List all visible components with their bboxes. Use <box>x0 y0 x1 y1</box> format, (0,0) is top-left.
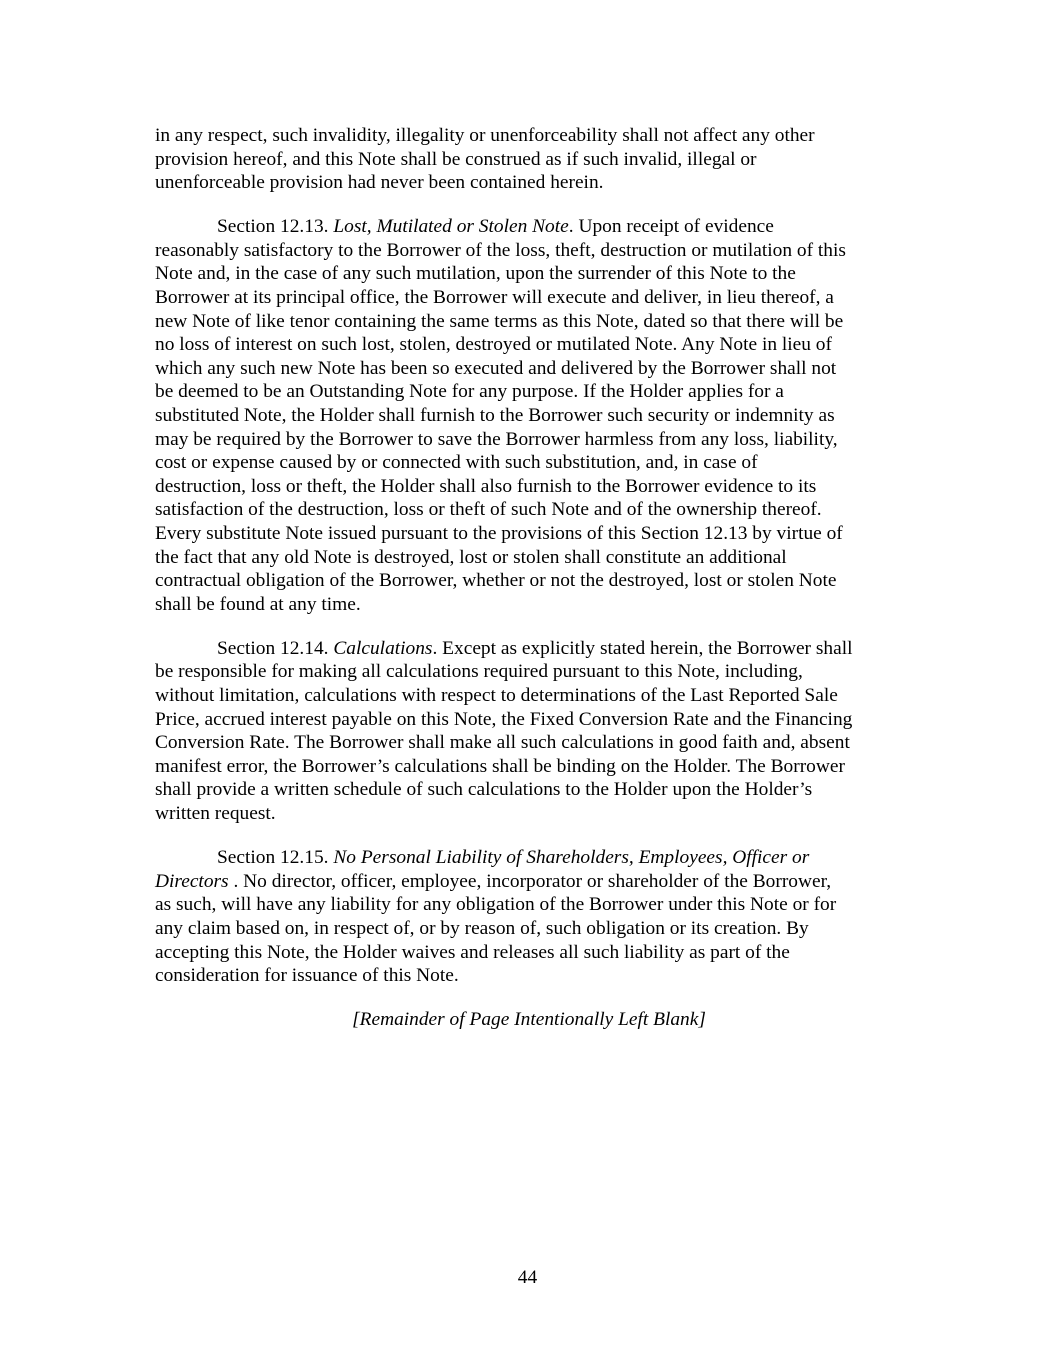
paragraph-line: new Note of like tenor containing the same terms as this Note, dated so that there will be <box>155 310 844 332</box>
paragraph-line: substituted Note, the Holder shall furnish to the Borrower such security or indemnity as <box>155 405 835 427</box>
paragraph-line: provision hereof, and this Note shall be construed as if such invalid, illegal or <box>155 148 757 170</box>
section-12-14 <box>155 637 903 826</box>
section-number: Section 12.13. <box>217 216 329 238</box>
paragraph-line: consideration for issuance of this Note. <box>155 965 459 987</box>
paragraph-line: cost or expense caused by or connected with such substitution, and, in case of <box>155 452 758 474</box>
paragraph-line: which any such new Note has been so executed and delivered by the Borrower shall not <box>155 357 837 379</box>
paragraph-line: Note and, in the case of any such mutilation, upon the surrender of this Note to the <box>155 263 796 285</box>
paragraph-line: be responsible for making all calculations required pursuant to this Note, including, <box>155 661 803 683</box>
section-number: Section 12.15. <box>217 847 329 869</box>
section-12-15 <box>155 846 903 988</box>
section-title: No Personal Liability of Shareholders, Employees, Officer or <box>333 847 810 869</box>
paragraph-line: any claim based on, in respect of, or by reason of, such obligation or its creation. By <box>155 917 809 939</box>
section-heading-line <box>155 846 903 870</box>
paragraph-line: . Except as explicitly stated herein, the Borrower shall <box>432 637 853 659</box>
document-page <box>155 124 903 1052</box>
paragraph-line: in any respect, such invalidity, illegality or unenforceability shall not affect any other <box>155 125 815 146</box>
section-heading-line <box>155 637 903 661</box>
paragraph-line: . No director, officer, employee, incorporator or shareholder of the Borrower, <box>228 870 832 892</box>
paragraph-line: . Upon receipt of evidence <box>568 216 774 238</box>
section-title: Lost, Mutilated or Stolen Note <box>333 216 569 238</box>
section-heading-line <box>155 215 903 239</box>
paragraph-line: shall provide a written schedule of such calculations to the Holder upon the Holder’s <box>155 779 813 801</box>
section-12-13 <box>155 215 903 616</box>
paragraph-line: Every substitute Note issued pursuant to the provisions of this Section 12.13 by virtue of <box>155 523 843 544</box>
section-heading-line <box>155 870 903 894</box>
paragraph-line: Price, accrued interest payable on this Note, the Fixed Conversion Rate and the Financing <box>155 708 853 730</box>
closing-note: [Remainder of Page Intentionally Left Blank] <box>352 1009 706 1031</box>
paragraph-line: manifest error, the Borrower’s calculations shall be binding on the Holder. The Borrower <box>155 755 845 777</box>
paragraph-line: satisfaction of the destruction, loss or theft of such Note and of the ownership thereof. <box>155 499 822 521</box>
section-number: Section 12.14. <box>217 637 329 659</box>
paragraph-line: the fact that any old Note is destroyed, lost or stolen shall constitute an additional <box>155 546 787 568</box>
paragraph-line: unenforceable provision had never been contained herein. <box>155 172 604 194</box>
paragraph-continuation <box>155 124 903 195</box>
paragraph-line: written request. <box>155 803 276 825</box>
paragraph-line: no loss of interest on such lost, stolen, destroyed or mutilated Note. Any Note in lieu of <box>155 334 832 356</box>
page-number: 44 <box>517 1267 538 1288</box>
paragraph-line: without limitation, calculations with respect to determinations of the Last Reported Sale <box>155 685 838 707</box>
paragraph-line: shall be found at any time. <box>155 593 361 615</box>
section-title: Calculations <box>333 637 433 659</box>
section-title: Directors <box>155 870 229 892</box>
paragraph-line: accepting this Note, the Holder waives and releases all such liability as part of the <box>155 941 790 963</box>
paragraph-line: Borrower at its principal office, the Borrower will execute and deliver, in lieu thereof, a <box>155 287 834 309</box>
paragraph-line: contractual obligation of the Borrower, whether or not the destroyed, lost or stolen Note <box>155 570 837 592</box>
paragraph-line: may be required by the Borrower to save the Borrower harmless from any loss, liability, <box>155 428 838 450</box>
paragraph-line: reasonably satisfactory to the Borrower of the loss, theft, destruction or mutilation of this <box>155 239 846 261</box>
paragraph-line: Conversion Rate. The Borrower shall make all such calculations in good faith and, absent <box>155 732 850 754</box>
paragraph-line: be deemed to be an Outstanding Note for any purpose. If the Holder applies for a <box>155 381 784 403</box>
paragraph-line: as such, will have any liability for any obligation of the Borrower under this Note or for <box>155 894 837 916</box>
paragraph-line: destruction, loss or theft, the Holder shall also furnish to the Borrower evidence to its <box>155 475 817 497</box>
